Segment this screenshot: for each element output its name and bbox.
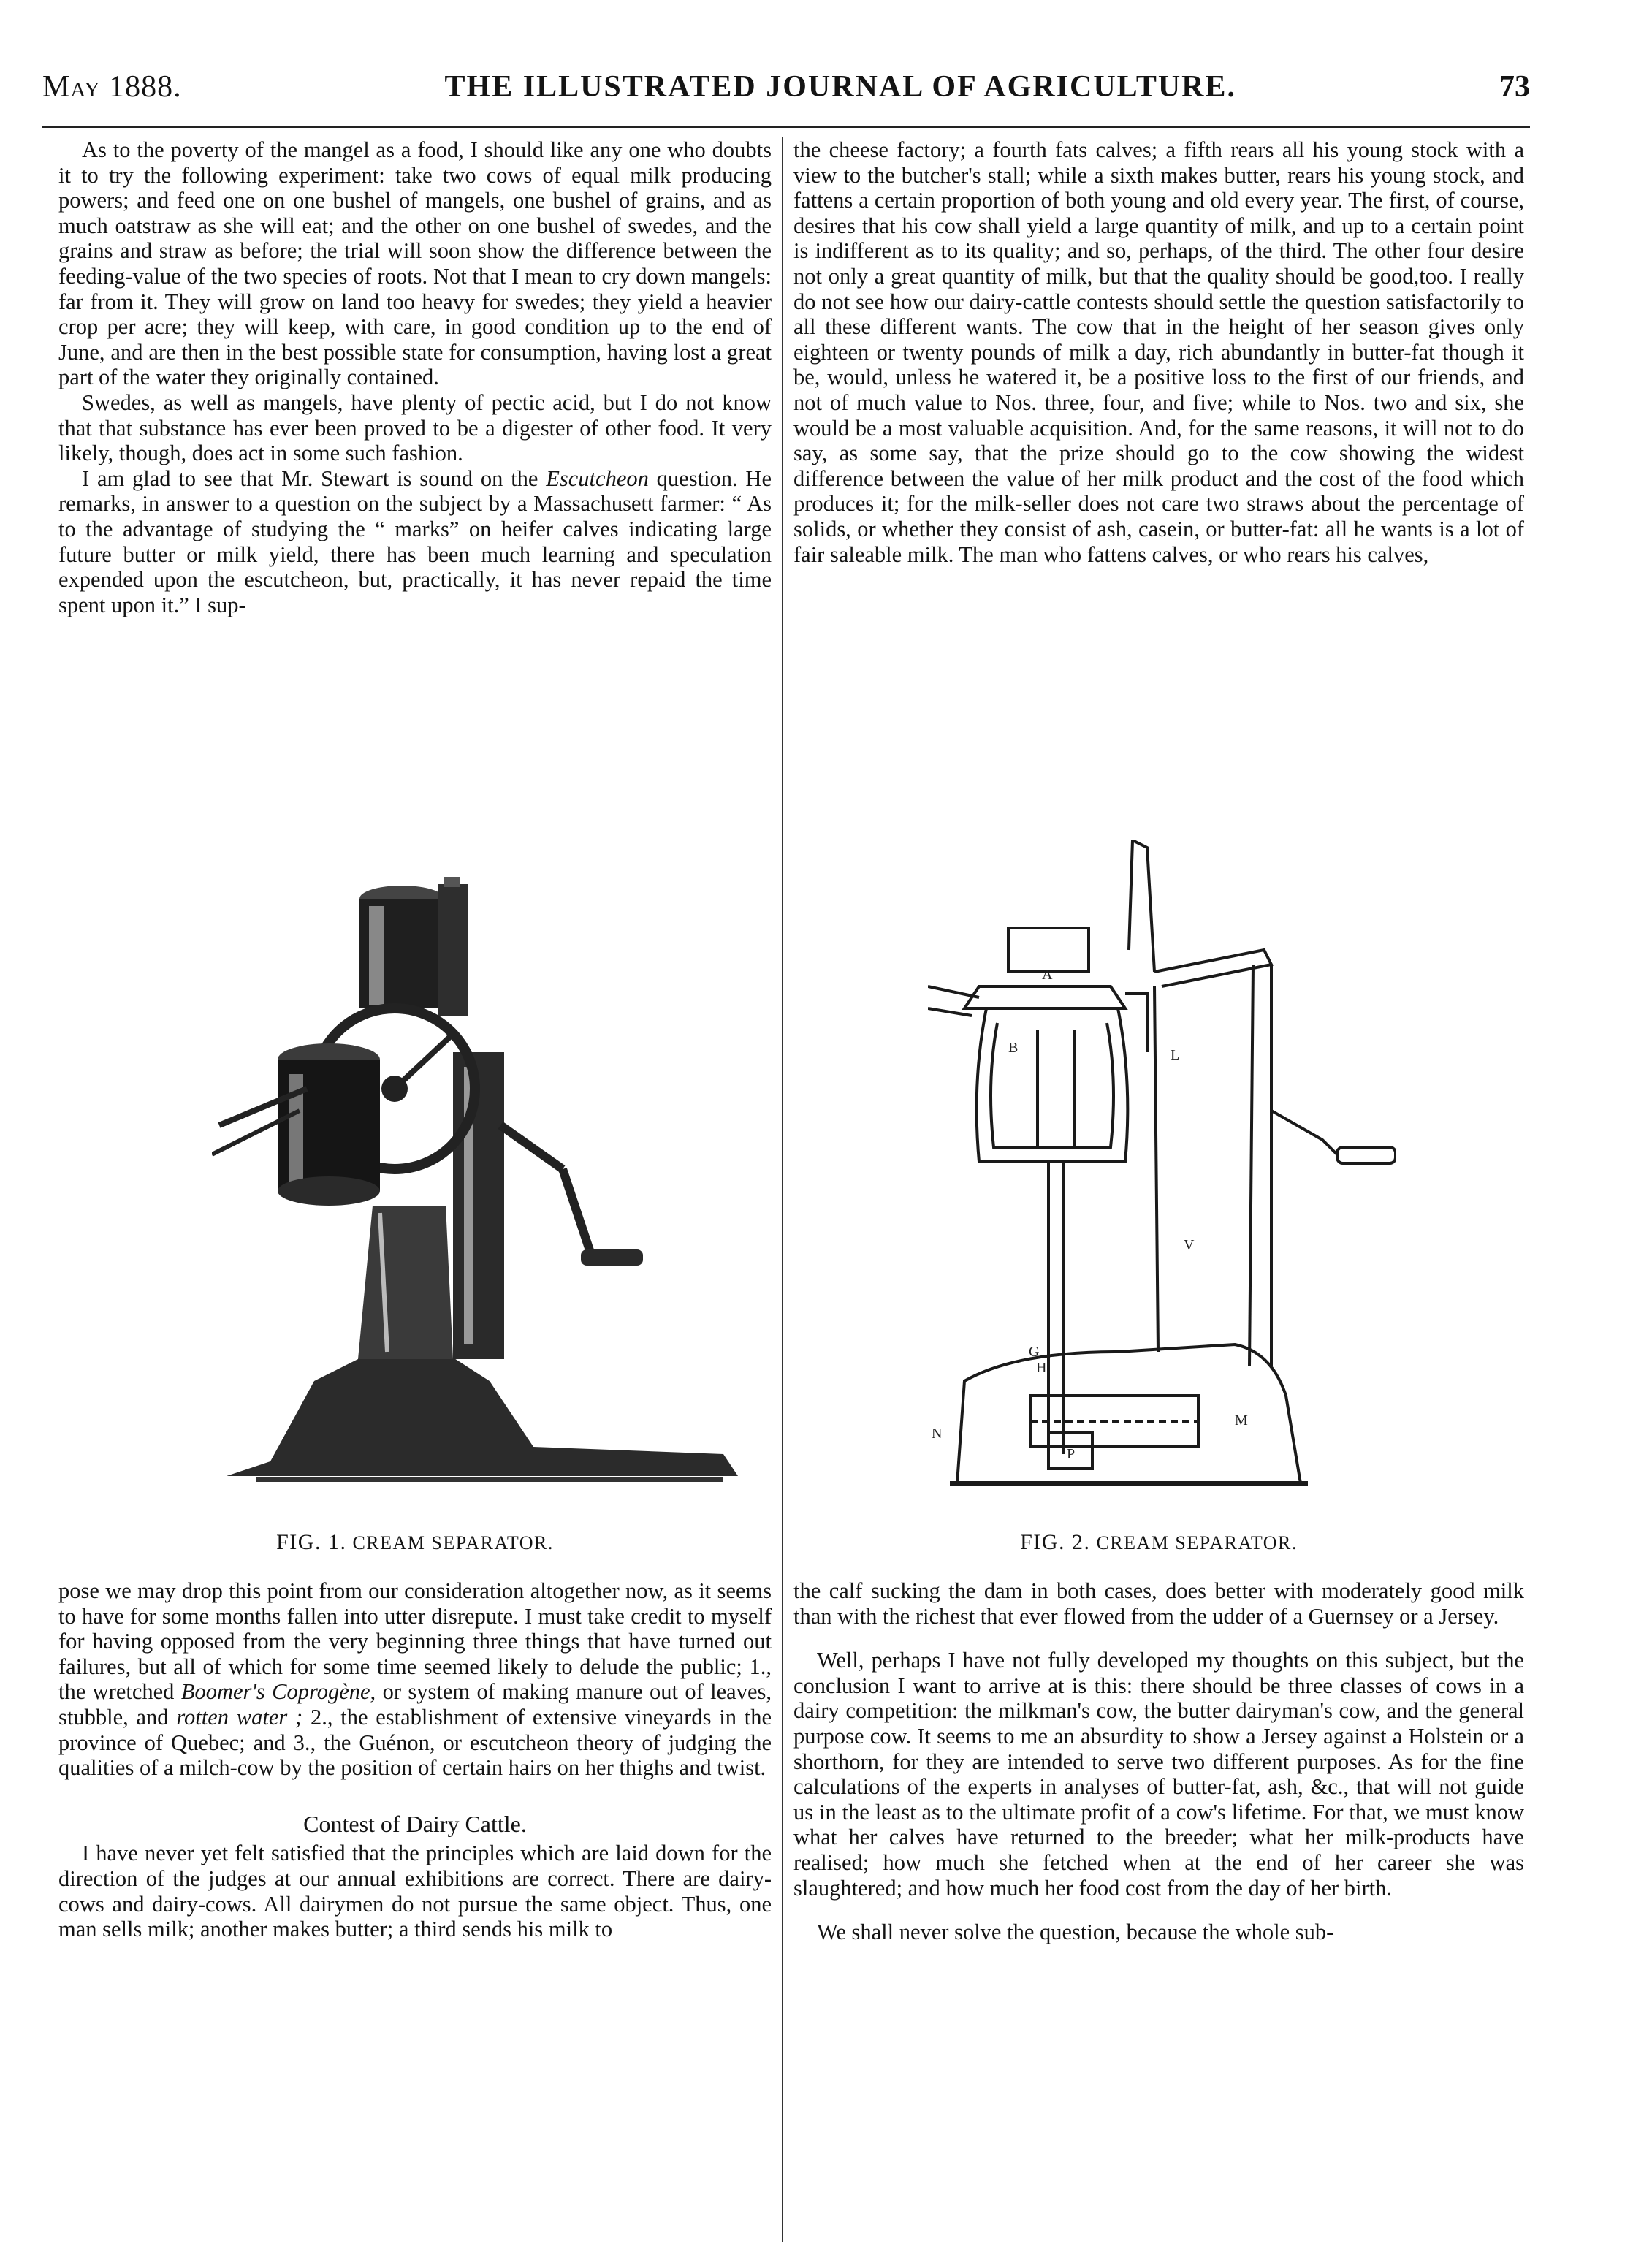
figure-2-caption <box>793 1530 1524 1555</box>
italic-text: Escutcheon <box>546 465 649 491</box>
figure-1-illustration <box>212 877 738 1491</box>
paragraph <box>58 466 772 618</box>
italic-text: Boomer's Coprogène, <box>180 1679 376 1705</box>
paragraph <box>58 390 772 466</box>
paragraph: I have never yet felt satisfied that the principles which are laid down for the direction of the judges at our annual exhibitions are correct. There are dairy-cows and dairy-cows. All dairymen do not pursue the same object. Thus, one man sells milk; another makes butter; a third sends his milk to <box>58 1841 772 1942</box>
page-header <box>42 64 1530 110</box>
diagram-label-g: G <box>1029 1344 1040 1360</box>
diagram-label-h: H <box>1036 1360 1047 1376</box>
figure-number: FIG. 1. <box>276 1530 347 1554</box>
paragraph-text: question. He remarks, in answer to a question on the subject by a Massachusett farmer: “ As to the advantage of studying the “ marks” on heifer calves indicating large future butter or milk yield, there has been much learning and speculation expended upon the escutcheon, but, practically, it has never repaid the time spent upon it.” I sup- <box>58 465 772 617</box>
column-bottom-right <box>793 1578 1524 2229</box>
diagram-label-a: A <box>1042 967 1053 983</box>
diagram-label-n: N <box>932 1426 943 1442</box>
header-date: May 1888. <box>42 70 182 104</box>
figure-caption-text: CREAM SEPARATOR. <box>352 1532 554 1553</box>
figure-1-caption <box>58 1530 772 1555</box>
paragraph: We shall never solve the question, because the whole sub- <box>817 1920 1334 1945</box>
paragraph-text: Swedes, as well as mangels, have plenty of pectic acid, but I do not know that that substance has ever been proved to be a digester of other food. It very likely, though, does act in some such fashion. <box>58 389 772 466</box>
italic-text: rotten water ; <box>176 1704 303 1730</box>
column-top-right <box>793 137 1524 905</box>
column-top-left <box>58 137 772 905</box>
diagram-label-b: B <box>1008 1040 1019 1056</box>
figure-2-diagram <box>928 840 1396 1513</box>
paragraph: the calf sucking the dam in both cases, does better with moderately good milk than with the richest that ever flowed from the udder of a Guernsey or a Jersey. <box>793 1578 1524 1629</box>
diagram-label-m: M <box>1235 1412 1248 1429</box>
cream-separator-sectional-diagram <box>928 840 1396 1513</box>
header-rule <box>42 126 1530 128</box>
diagram-label-v: V <box>1184 1237 1195 1253</box>
diagram-label-l: L <box>1171 1047 1180 1063</box>
figure-caption-text: CREAM SEPARATOR. <box>1096 1532 1298 1553</box>
cream-separator-engraving-1 <box>212 877 738 1491</box>
page-number: 73 <box>1499 70 1530 104</box>
paragraph-text: pose we may drop this point from our consideration altogether now, as it seems to have for some months fallen into utter disrepute. I must take credit to myself for having opposed from the very beginning three things that have turned out failures, but all of which for some time seemed likely to delude the public; 1., the wretched <box>58 1578 772 1705</box>
paragraph-text: 2., the establishment of extensive vineyards in the province of Quebec; and 3., the Guénon, or escutcheon theory of judging the qualities of a milch-cow by the position of certain hairs on her thighs and twist. <box>58 1704 772 1781</box>
paragraph: the cheese factory; a fourth fats calves; a fifth rears all his young stock with a view to the butcher's stall; while a sixth makes butter, rears his young stock, and fattens a certain proportion of both young and old every year. The first, of course, desires that his cow shall yield a large quantity of milk, and up to a certain point is indifferent as to its quality; and so, perhaps, of the third. The other four desire not only a great quantity of milk, but that the quality should be good,too. I really do not see how our dairy-cattle contests should settle the question satisfactorily to all these different wants. The cow that in the height of her season gives only eighteen or twenty pounds of milk a day, rich abundantly in butter-fat though it be, would, unless he watered it, be a positive loss to the first of our friends, and not of much value to Nos. three, four, and five; while to Nos. two and six, she would be a most valuable acquisition. And, for the same reasons, it will not to do say, as some say, that the prize should go to the cow showing the widest difference between the value of her milk product and the cost of the food which produces it; for the milk-seller does not care two straws about the percentage of solids, or whether they consist of ash, casein, or butter-fat: all he wants is a lot of fair saleable milk. The man who fattens calves, or who rears his calves, <box>793 137 1524 567</box>
paragraph: As to the poverty of the mangel as a food, I should like any one who doubts it to try the following experiment: take two cows of equal milk producing powers; and feed one on one bushel of mangels, one bushel of grains, and as much oatstraw as she will eat; and the other on one bushel of swedes, and the grains and straw as before; the trial will soon show the difference between the feeding-value of the two species of roots. Not that I mean to cry down mangels: far from it. They will grow on land too heavy for swedes; they yield a heavier crop per acre; they will keep, with care, in good condition up to the end of June, and are then in the best possible state for consumption, having lost a great part of the water they originally contained. <box>58 137 772 390</box>
diagram-label-p: P <box>1067 1446 1076 1462</box>
journal-title: THE ILLUSTRATED JOURNAL OF AGRICULTURE. <box>444 70 1237 104</box>
paragraph: Well, perhaps I have not fully developed my thoughts on this subject, but the conclusion I want to arrive at is this: there should be three classes of cows in a dairy competition: the milkman's cow, the butter dairyman's cow, and the general purpose cow. It seems to me an absurdity to show a Jersey against a Holstein or a shorthorn, for they are intended to serve two different purposes. As for the fine calculations of the experts in analyses of butter-fat, ash, &c., that will not guide us in the least as to the ultimate profit of a cow's lifetime. For that, we must know what her calves have returned to the breeder; what her milk-products have realised; how much she fetched when at the end of her career she was slaughtered; and how much her food cost from the day of her birth. <box>793 1648 1524 1901</box>
column-bottom-left <box>58 1578 772 2229</box>
paragraph <box>58 1578 772 1781</box>
figure-number: FIG. 2. <box>1020 1530 1091 1554</box>
paragraph-text: or system of making manure out of leaves, stubble, and <box>58 1679 772 1730</box>
paragraph-text: I am glad to see that Mr. Stewart is sound on the <box>82 465 547 491</box>
column-divider <box>782 137 783 2242</box>
section-heading: Contest of Dairy Cattle. <box>303 1810 527 1837</box>
